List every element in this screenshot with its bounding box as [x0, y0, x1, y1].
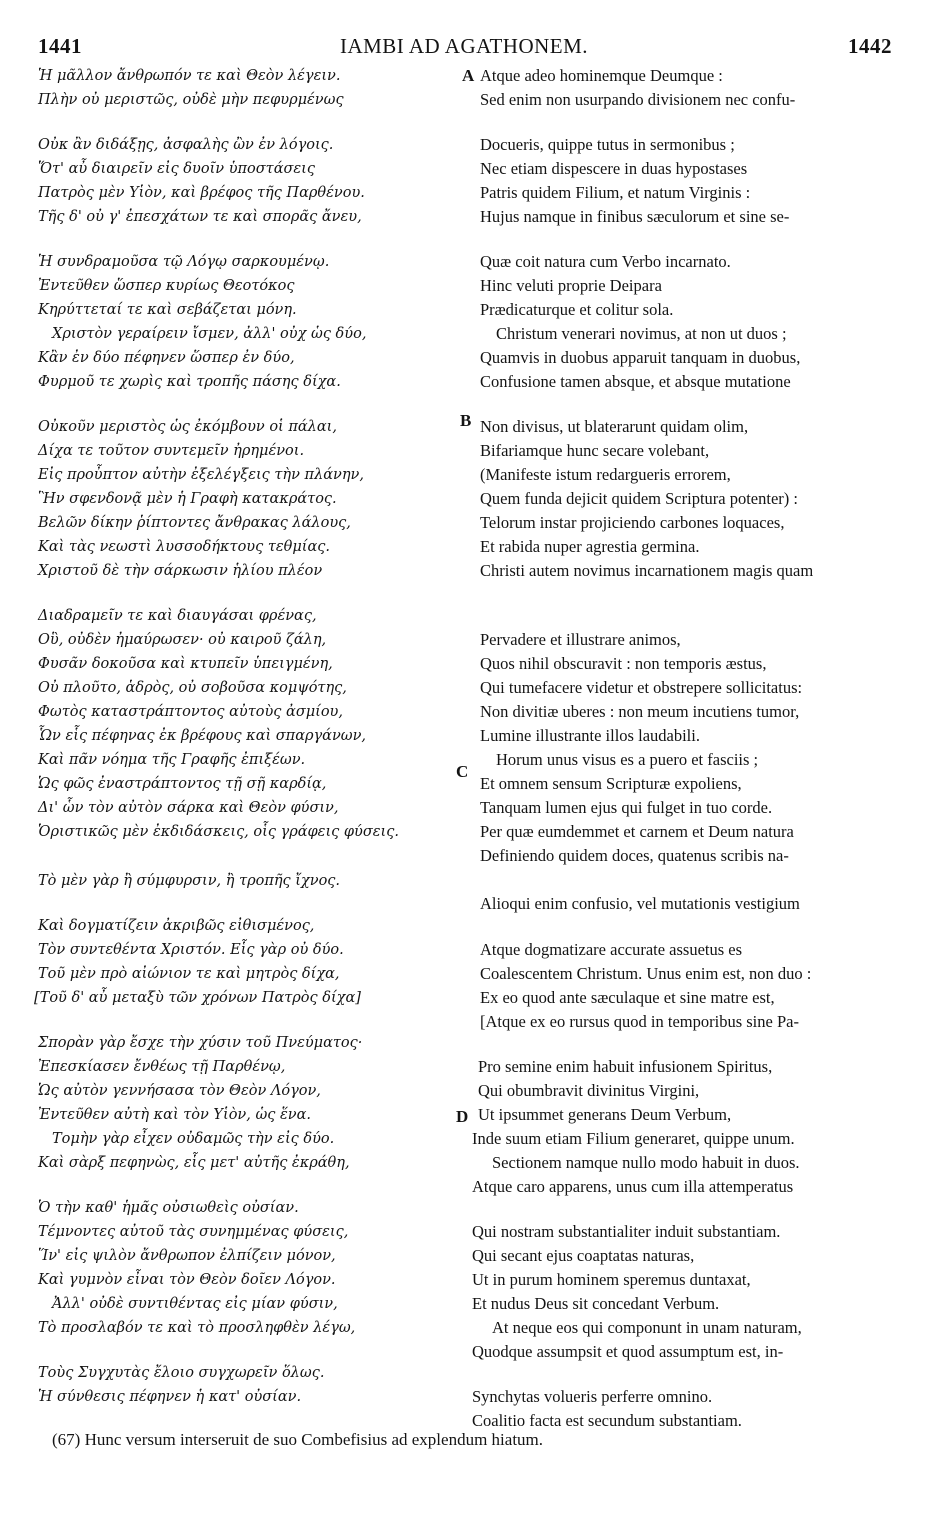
- greek-verse-line: Καὶ δογματίζειν ἀκριβῶς εἰθισμένος,: [38, 918, 315, 934]
- latin-verse-line: Tanquam lumen ejus qui fulget in tuo corde.: [480, 798, 773, 817]
- greek-verse-line: Τὸ μὲν γὰρ ἢ σύμφυρσιν, ἢ τροπῆς ἴχνος.: [38, 873, 341, 889]
- greek-verse-line: Τὸ προσλαβόν τε καὶ τὸ προσληφθὲν λέγω,: [38, 1320, 356, 1336]
- greek-verse-line: Φωτὸς καταστράπτοντος αὐτοὺς ἀσμίου,: [38, 704, 343, 720]
- latin-verse-line: [Atque ex eo rursus quod in temporibus sine Pa-: [480, 1012, 799, 1031]
- latin-verse-line: Atque caro apparens, unus cum illa attemperatus: [472, 1177, 794, 1196]
- section-marker-b: B: [460, 411, 472, 430]
- greek-verse-line: Πλὴν οὐ μεριστῶς, οὐδὲ μὴν πεφυρμένως: [38, 92, 344, 108]
- latin-verse-line: Hinc veluti proprie Deipara: [480, 276, 662, 295]
- latin-verse-line: Definiendo quidem doces, quatenus scribis na-: [480, 846, 789, 865]
- latin-verse-line: Horum unus visus es a puero et fasciis ;: [496, 750, 759, 769]
- latin-verse-line: Qui obumbravit divinitus Virgini,: [478, 1081, 700, 1100]
- running-title: IAMBI AD AGATHONEM.: [339, 34, 589, 58]
- latin-verse-line: Quodque assumpsit et quod assumptum est, in-: [472, 1342, 784, 1361]
- greek-verse-line: Ὅτ' αὖ διαιρεῖν εἰς δυοῖν ὑποστάσεις: [38, 161, 315, 177]
- latin-verse-line: Qui tumefacere videtur et obstrepere sollicitatus:: [480, 678, 803, 697]
- greek-verse-line: Δι' ὧν τὸν αὐτὸν σάρκα καὶ Θεὸν φύσιν,: [38, 800, 339, 816]
- latin-verse-line: Et rabida nuper agrestia germina.: [480, 537, 700, 556]
- greek-verse-line: Τομὴν γὰρ εἶχεν οὐδαμῶς τὴν εἰς δύο.: [52, 1131, 335, 1147]
- greek-verse-line: Βελῶν δίκην ῥίπτοντες ἄνθρακας λάλους,: [38, 515, 351, 531]
- greek-verse-line: Οὐκ ἂν διδάξῃς, ἀσφαλὴς ὢν ἐν λόγοις.: [38, 137, 334, 153]
- latin-verse-line: Coalitio facta est secundum substantiam.: [472, 1411, 742, 1430]
- latin-verse-line: Hujus namque in finibus sæculorum et sine se-: [480, 207, 790, 226]
- footnote: (67) Hunc versum interseruit de suo Combefisius ad explendum hiatum.: [52, 1430, 544, 1449]
- latin-verse-line: Sed enim non usurpando divisionem nec confu-: [480, 90, 796, 109]
- latin-verse-line: Inde suum etiam Filium generaret, quippe unum.: [472, 1129, 795, 1148]
- latin-verse-line: Quæ coit natura cum Verbo incarnato.: [480, 252, 731, 271]
- latin-verse-line: Per quæ eumdemmet et carnem et Deum natura: [480, 822, 794, 841]
- greek-verse-line: Ὡς φῶς ἐναστράπτοντος τῇ σῇ καρδίᾳ,: [38, 776, 327, 792]
- greek-verse-line: Φυρμοῦ τε χωρὶς καὶ τροπῆς πάσης δίχα.: [38, 374, 341, 390]
- section-marker-a: A: [462, 66, 475, 85]
- greek-verse-line: Ἡ μᾶλλον ἄνθρωπόν τε καὶ Θεὸν λέγειν.: [38, 68, 341, 84]
- greek-verse-line: Διαδραμεῖν τε καὶ διαυγάσαι φρένας,: [38, 608, 317, 624]
- latin-verse-line: At neque eos qui componunt in unam naturam,: [492, 1318, 802, 1337]
- greek-verse-line: Ἡ σύνθεσις πέφηνεν ἡ κατ' οὐσίαν.: [38, 1389, 302, 1405]
- latin-verse-line: Qui secant ejus coaptatas naturas,: [472, 1246, 695, 1265]
- latin-verse-line: Lumine illustrante illos laudabili.: [480, 726, 700, 745]
- greek-verse-line: Ὁριστικῶς μὲν ἐκδιδάσκεις, οἷς γράφεις φύσεις.: [38, 824, 399, 840]
- greek-verse-line: Καὶ σὰρξ πεφηνὼς, εἷς μετ' αὐτῆς ἐκράθη,: [38, 1155, 350, 1171]
- latin-verse-line: Quos nihil obscuravit : non temporis æstus,: [480, 654, 767, 673]
- latin-verse-line: Christum venerari novimus, at non ut duos ;: [496, 324, 787, 343]
- latin-verse-line: Ut in purum hominem speremus duntaxat,: [472, 1270, 751, 1289]
- latin-verse-line: Et nudus Deus sit concedant Verbum.: [472, 1294, 720, 1313]
- greek-verse-line: Ἡ συνδραμοῦσα τῷ Λόγῳ σαρκουμένῳ.: [38, 254, 330, 270]
- greek-verse-line: Κἂν ἐν δύο πέφηνεν ὥσπερ ἐν δύο,: [38, 350, 295, 366]
- latin-verse-line: Patris quidem Filium, et natum Virginis :: [480, 183, 751, 202]
- latin-verse-line: Ut ipsummet generans Deum Verbum,: [478, 1105, 732, 1124]
- latin-verse-line: Non divisus, ut blaterarunt quidam olim,: [480, 417, 749, 436]
- latin-verse-line: Quamvis in duobus apparuit tanquam in duobus,: [480, 348, 801, 367]
- greek-verse-line: Χριστὸν γεραίρειν ἴσμεν, ἀλλ' οὐχ ὡς δύο,: [52, 326, 367, 342]
- greek-verse-line: Οὐκοῦν μεριστὸς ὡς ἐκόμβουν οἱ πάλαι,: [38, 419, 337, 435]
- latin-verse-line: Sectionem namque nullo modo habuit in duos.: [492, 1153, 800, 1172]
- greek-verse-line: Τὸν συντεθέντα Χριστόν. Εἷς γὰρ οὐ δύο.: [38, 942, 344, 958]
- greek-verse-line: Καὶ γυμνὸν εἶναι τὸν Θεὸν δοῖεν Λόγον.: [38, 1272, 336, 1288]
- latin-verse-line: Pro semine enim habuit infusionem Spiritus,: [478, 1057, 773, 1076]
- latin-verse-line: Confusione tamen absque, et absque mutatione: [480, 372, 791, 391]
- latin-verse-line: Qui nostram substantialiter induit substantiam.: [472, 1222, 781, 1241]
- section-marker-c: C: [456, 762, 469, 781]
- latin-verse-line: Bifariamque hunc secare volebant,: [480, 441, 710, 460]
- latin-verse-line: Coalescentem Christum. Unus enim est, non duo :: [480, 964, 812, 983]
- latin-verse-line: Prædicaturque et colitur sola.: [480, 300, 674, 319]
- latin-verse-line: Et omnem sensum Scripturæ expoliens,: [480, 774, 742, 793]
- latin-verse-line: Atque dogmatizare accurate assuetus es: [480, 940, 743, 959]
- greek-verse-line: Εἰς προὖπτον αὐτὴν ἐξελέγξεις τὴν πλάνην,: [38, 467, 364, 483]
- greek-verse-line: Ἐντεῦθεν ὥσπερ κυρίως Θεοτόκος: [38, 278, 295, 294]
- latin-verse-line: (Manifeste istum redargueris errorem,: [480, 465, 731, 484]
- latin-verse-line: Christi autem novimus incarnationem magis quam: [480, 561, 814, 580]
- greek-verse-line: Ἣν σφενδονᾷ μὲν ἡ Γραφὴ κατακράτος.: [38, 491, 337, 507]
- right-page-number: 1442: [848, 34, 892, 58]
- latin-verse-line: Synchytas volueris perferre omnino.: [472, 1387, 713, 1406]
- latin-verse-line: Non divitiæ uberes : non meum incutiens tumor,: [480, 702, 800, 721]
- greek-verse-line: Πατρὸς μὲν Υἱὸν, καὶ βρέφος τῆς Παρθένου.: [38, 185, 365, 201]
- latin-verse-line: Ex eo quod ante sæculaque et sine matre est,: [480, 988, 775, 1007]
- latin-verse-line: Quem funda dejicit quidem Scriptura potenter) :: [480, 489, 798, 508]
- latin-verse-line: Nec etiam dispescere in duas hypostases: [480, 159, 748, 178]
- greek-verse-line: Φυσᾶν δοκοῦσα καὶ κτυπεῖν ὑπειγμένη,: [38, 656, 333, 672]
- latin-verse-line: Pervadere et illustrare animos,: [480, 630, 681, 649]
- greek-verse-line: Σπορὰν γὰρ ἔσχε τὴν χύσιν τοῦ Πνεύματος·: [38, 1035, 363, 1051]
- greek-verse-line: Καὶ τὰς νεωστὶ λυσσοδήκτους τεθμίας.: [38, 539, 331, 555]
- greek-verse-line: Ὡς αὐτὸν γεννήσασα τὸν Θεὸν Λόγον,: [38, 1083, 321, 1099]
- greek-verse-line: Κηρύττεταί τε καὶ σεβάζεται μόνη.: [38, 302, 297, 318]
- page-header: [0, 34, 928, 62]
- greek-verse-line: Τέμνοντες αὐτοῦ τὰς συνημμένας φύσεις,: [38, 1224, 349, 1240]
- greek-verse-line: Ἀλλ' οὐδὲ συντιθέντας εἰς μίαν φύσιν,: [52, 1296, 338, 1312]
- latin-verse-line: Atque adeo hominemque Deumque :: [480, 66, 723, 85]
- greek-verse-line: Χριστοῦ δὲ τὴν σάρκωσιν ἡλίου πλέον: [38, 563, 323, 579]
- greek-verse-line: Τῆς δ' οὐ γ' ἐπεσχάτων τε καὶ σπορᾶς ἄνευ,: [38, 209, 362, 225]
- greek-verse-line: Ὧν εἷς πέφηνας ἐκ βρέφους καὶ σπαργάνων,: [38, 728, 367, 744]
- latin-verse-line: Docueris, quippe tutus in sermonibus ;: [480, 135, 735, 154]
- left-page-number: 1441: [38, 34, 82, 58]
- section-marker-d: D: [456, 1107, 469, 1126]
- greek-verse-line: Ἐντεῦθεν αὐτὴ καὶ τὸν Υἱὸν, ὡς ἕνα.: [38, 1107, 312, 1123]
- greek-verse-line: Οὓ, οὐδὲν ἠμαύρωσεν· οὐ καιροῦ ζάλη,: [38, 632, 327, 648]
- greek-verse-line: Ἐπεσκίασεν ἔνθέως τῇ Παρθένῳ,: [38, 1059, 286, 1075]
- greek-verse-line: Δίχα τε τοῦτον συντεμεῖν ἠρημένοι.: [38, 443, 305, 459]
- greek-verse-line: Ἵν' εἰς ψιλὸν ἄνθρωπον ἐλπίζειν μόνον,: [38, 1248, 336, 1264]
- latin-verse-line: Telorum instar projiciendo carbones loquaces,: [480, 513, 785, 532]
- greek-verse-line: Καὶ πᾶν νόημα τῆς Γραφῆς ἐπιξέων.: [38, 752, 306, 768]
- greek-verse-line: Οὐ πλοῦτο, ἁδρὸς, οὐ σοβοῦσα κομψότης,: [38, 680, 347, 696]
- greek-verse-line: Τοῦ μὲν πρὸ αἰώνιον τε καὶ μητρὸς δίχα,: [38, 966, 340, 982]
- greek-verse-line: Τοὺς Συγχυτὰς ἔλοιο συγχωρεῖν ὅλως.: [38, 1365, 325, 1381]
- greek-verse-line: [Τοῦ δ' αὖ μεταξὺ τῶν χρόνων Πατρὸς δίχα]: [34, 990, 361, 1006]
- greek-verse-line: Ὁ τὴν καθ' ἡμᾶς οὐσιωθεὶς οὐσίαν.: [38, 1200, 299, 1216]
- latin-verse-line: Alioqui enim confusio, vel mutationis vestigium: [480, 894, 800, 913]
